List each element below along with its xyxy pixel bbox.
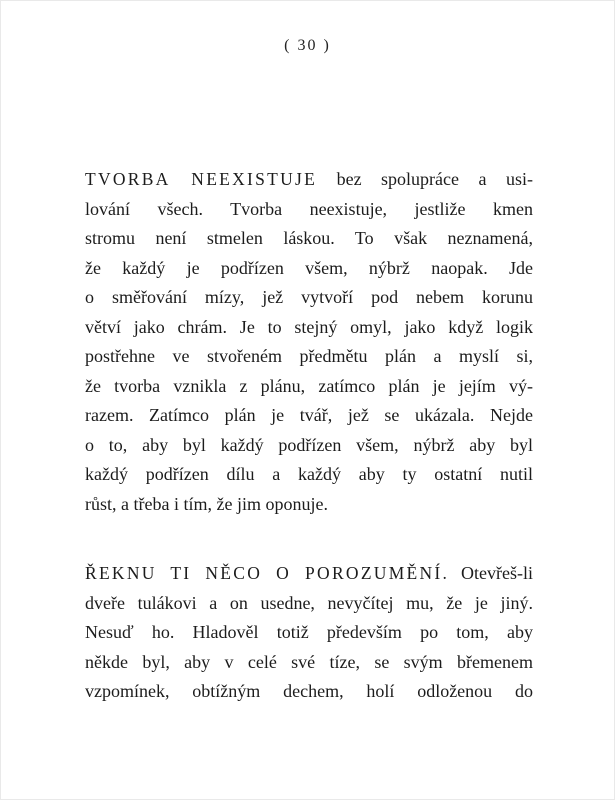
paragraph (85, 559, 533, 707)
paragraph-line: razem. Zatímco plán je tvář, jež se ukázala. Nejde (85, 405, 533, 425)
paragraph-line: stromu není stmelen láskou. To však neznamená, (85, 228, 533, 248)
paragraph (85, 165, 533, 519)
text-block (85, 165, 533, 707)
paragraph-line: lování všech. Tvorba neexistuje, jestliže kmen (85, 198, 533, 219)
paragraph-line: růst, a třeba i tím, že jim oponuje. (85, 493, 328, 514)
paragraph-line: vzpomínek, obtížným dechem, holí odloženou do (85, 681, 533, 701)
paragraph-line: postřehne ve stvořeném předmětu plán a myslí si, (85, 346, 533, 366)
paragraph-line: že tvorba vznikla z plánu, zatímco plán je jejím vý- (85, 375, 533, 396)
paragraph-line (85, 559, 533, 589)
paragraph-line: o to, aby byl každý podřízen všem, nýbrž aby byl (85, 434, 533, 455)
paragraph-line-text: bez spolupráce a usi- (317, 169, 534, 189)
paragraph-line (85, 165, 533, 195)
paragraph-line: že každý je podřízen všem, nýbrž naopak. Jde (85, 257, 533, 278)
paragraph-lead: TVORBA NEEXISTUJE (85, 169, 318, 189)
paragraph-line: Nesuď ho. Hladověl totiž především po tom, aby (85, 622, 533, 642)
paragraph-line-text: Otevřeš-li (449, 563, 533, 583)
paragraph-line: každý podřízen dílu a každý aby ty ostatní nutil (85, 464, 533, 484)
paragraph-lead: ŘEKNU TI NĚCO O POROZUMĚNÍ. (85, 563, 450, 583)
paragraph-line: někde byl, aby v celé své tíze, se svým břemenem (85, 651, 533, 672)
page-number: ( 30 ) (284, 37, 331, 54)
paragraph-line: dveře tulákovi a on usedne, nevyčítej mu, že je jiný. (85, 592, 533, 613)
paragraph-line: o směřování mízy, jež vytvoří pod nebem korunu (85, 287, 533, 307)
paragraph-line: větví jako chrám. Je to stejný omyl, jako když logik (85, 316, 533, 337)
